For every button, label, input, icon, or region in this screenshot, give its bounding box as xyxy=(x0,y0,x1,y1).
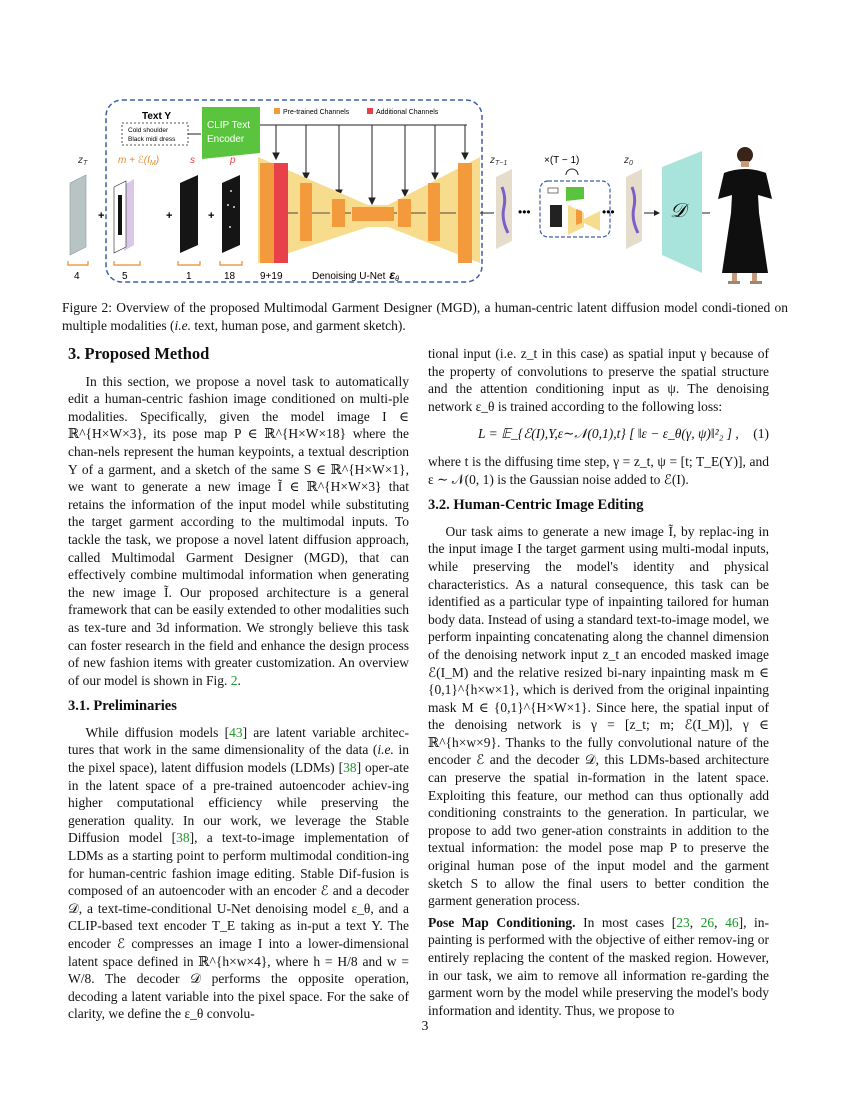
citation-43[interactable]: 43 xyxy=(229,724,243,740)
unet-block-4 xyxy=(398,199,411,227)
generated-model-image xyxy=(718,147,772,284)
unet-block-mid xyxy=(352,207,394,221)
equation-1 xyxy=(478,425,769,443)
citation-23[interactable]: 23 xyxy=(676,914,690,930)
unet-block-2 xyxy=(300,183,312,241)
text-y-line-2: Black midi dress xyxy=(128,136,176,143)
section-title: 3. Proposed Method xyxy=(68,344,210,363)
channels-sketch: 1 xyxy=(186,271,192,282)
masked-image-thumbnail xyxy=(114,179,134,253)
citation-38[interactable]: 38 xyxy=(176,830,190,846)
latent-z0-thumbnail xyxy=(626,169,642,249)
svg-text:•••: ••• xyxy=(602,205,615,219)
equation-number: (1) xyxy=(753,426,769,442)
label-p: p xyxy=(230,155,236,166)
left-column xyxy=(68,345,409,1023)
intro-paragraph: In this section, we propose a novel task to automatically edit a human-centric fashion image conditioned on multi-ple modalities. Specifically, given the model image I ∈ ℝ^{H×W×3}, its pose map P ∈ ℝ^{H×W×18} where the chan-nels represent the human keypoints, a textual description Y of a garment, and a sketch of the same S ∈ ℝ^{H×W×1}, we want to generate a new image Ĩ ∈ ℝ^{H×W×3} that retains the information of the input model while substituting the target garment according to the multimodal inputs. To tackle the task, we propose a novel latent diffusion approach, called Multimodal Garment Designer (MGD), that can effectively combine multimodal information when generating the new image Ĩ. Our proposed architecture is a general framework that can be easily extended to other modalities such as tex-ture and 3d information. We strongly believe this task can foster research in the field and enhance the design process of new fashion items with greater customization. An overview of our model is shown in Fig. 2. xyxy=(68,373,409,688)
text-y-title: Text Y xyxy=(142,111,172,122)
channels-mask: 5 xyxy=(122,271,128,282)
unet-block-3 xyxy=(332,199,345,227)
unet-block-6 xyxy=(458,163,472,263)
clip-label-line-1: CLIP Text xyxy=(207,120,250,131)
subsection-preliminaries: 3.1. Preliminaries xyxy=(68,698,177,715)
citation-38[interactable]: 38 xyxy=(343,760,357,776)
svg-text:+: + xyxy=(98,210,105,222)
channels-zt: 4 xyxy=(74,271,80,282)
figure-caption: Figure 2: Overview of the proposed Multimodal Garment Designer (MGD), a human-centric latent diffusion model condi-tioned on multiple modalities (i.e. text, human pose, and garment sketch). xyxy=(62,300,788,333)
pose-map-heading: Pose Map Conditioning. xyxy=(428,914,576,930)
channels-total: 9+19 xyxy=(260,271,283,282)
clip-text-encoder xyxy=(202,107,260,159)
right-column xyxy=(428,345,769,1019)
pose-map-paragraph: Pose Map Conditioning. In most cases [23, 26, 46], in-painting is performed with the objective of either remov-ing or entirely replacing the content of the masked region. However, in our task, we aim to remove all information re-garding the garment worn by the model while preserving the model's body information and identity. Thus, we propose to xyxy=(428,914,770,1018)
legend-pretrained-label: Pre-trained Channels xyxy=(283,109,350,116)
preliminaries-paragraph: While diffusion models [43] are latent variable architec-tures that work in the same dimensionality of the data (i.e. in the pixel space), latent diffusion models (LDMs) [38] oper-ate in the latent space of a pre-trained autoencoder achiev-ing higher computational efficiency while preserving the generation quality. In our work, we leverage the Stable Diffusion model [38], a text-to-image implementation of LDMs as a starting point to perform multimodal condition-ing for human-centric fashion image editing. Stable Dif-fusion is composed of an autoencoder with an encoder ℰ and a decoder 𝒟, a text-time-conditional U-Net denoising model ε_θ, and a CLIP-based text encoder T_E taking as in-put a text Y. The encoder ℰ compresses an image I into a lower-dimensional latent space defined in ℝ^{h×w×4}, where h = H/8 and w = W/8. The decoder 𝒟 performs the opposite operation, decoding a latent variable into the pixel space. For the sake of clarity, we define the ε_θ convolu- xyxy=(68,724,410,1022)
label-repeat: ×(T − 1) xyxy=(544,155,580,166)
unet-block-1 xyxy=(260,163,274,263)
after-equation-paragraph: where t is the diffusing time step, γ = z_t, ψ = [t; T_E(Y)], and ε ∼ 𝒩(0, 1) is the Gaussian noise added to ℰ(I). xyxy=(428,453,769,487)
equation-body: L = 𝔼_{ℰ(I),Y,ε∼𝒩(0,1),t} [ ‖ε − ε_θ(γ, ψ)‖²₂ ] , xyxy=(478,426,739,442)
label-mask-encoded: $m + ℰ(I_M)$ xyxy=(118,155,160,167)
human-centric-paragraph: Our task aims to generate a new image Ĩ, by replac-ing in the input image I the target garment using multi-modal inputs, while preserving the model's identity and physical characteristics. As a natural consequence, this task can be identified as a particular type of inpainting tailored for human body data. Instead of using a standard text-to-image model, we perform inpainting concatenating along the channel dimension of the denoising network input z_t an encoded masked image ℰ(I_M) and the relative resized bi-nary inpainting mask m ∈ {0,1}^{h×w×1}, which is derived from the original inpainting mask M ∈ {0,1}^{H×W×1}. Since here, the spatial input of the denoising network is γ = [z_t; m; ℰ(I_M)], γ ∈ ℝ^{h×w×9}. Thanks to the fully convolutional nature of the encoder ℰ and the decoder 𝒟, this LDMs-based architecture can preserve the spatial in-formation in the latent space. Exploiting this feature, our method can thus optionally add conditioning constraints to the generation. In particular, we propose to add two gener-ation constraints in addition to the textual information: the model pose map P to preserve the original human pose of the input model and the garment sketch S to allow the final users to better condition the garment generation process. xyxy=(428,523,769,909)
text-y-line-1: Cold shoulder xyxy=(128,127,169,134)
unet-block-additional xyxy=(274,163,288,263)
channels-pose: 18 xyxy=(224,271,236,282)
figure-link[interactable]: 2 xyxy=(230,672,238,688)
legend-additional-swatch xyxy=(367,108,373,114)
sketch-thumbnail xyxy=(180,175,198,253)
continued-paragraph: tional input (i.e. z_t in this case) as spatial input γ because of the property of convolutions to preserve the spatial structure and the attention conditioning input as ψ. The denoising network ε_θ is trained according to the following loss: xyxy=(428,346,769,414)
svg-text:+: + xyxy=(166,210,173,222)
svg-text:•••: ••• xyxy=(518,205,531,219)
subsection-human-centric: 3.2. Human-Centric Image Editing xyxy=(428,497,644,514)
unet-block-5 xyxy=(428,183,440,241)
decoder-symbol: 𝒟 xyxy=(670,200,686,222)
legend-additional-label: Additional Channels xyxy=(376,109,439,116)
label-s: s xyxy=(190,155,195,166)
label-zt-minus-1: $z_{T-1}$ xyxy=(490,155,508,167)
citation-26[interactable]: 26 xyxy=(700,914,715,930)
page-number: 3 xyxy=(421,1018,429,1033)
svg-text:+: + xyxy=(208,210,215,222)
clip-label-line-2: Encoder xyxy=(207,134,245,145)
label-zt: $z_T$ xyxy=(78,155,88,167)
unet-label: Denoising U-Net $\varepsilon_\theta$ xyxy=(312,268,399,283)
latent-zt-minus-1-thumbnail xyxy=(496,169,512,249)
citation-46[interactable]: 46 xyxy=(725,914,739,930)
pose-map-thumbnail xyxy=(222,175,240,253)
mgd-architecture-figure xyxy=(62,95,802,295)
legend-pretrained-swatch xyxy=(274,108,280,114)
noise-latent-thumbnail xyxy=(70,175,86,255)
label-z0: $z_0$ xyxy=(624,155,633,167)
